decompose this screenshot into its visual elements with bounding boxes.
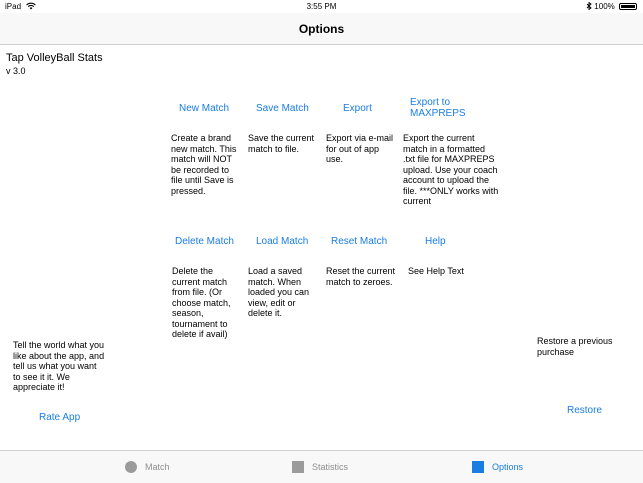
page-title: Options xyxy=(298,22,345,36)
export-maxpreps-button[interactable]: Export to MAXPREPS xyxy=(410,97,466,119)
navigation-bar xyxy=(0,13,643,45)
rate-app-button[interactable]: Rate App xyxy=(39,412,81,423)
tab-statistics-label: Statistics xyxy=(312,462,349,472)
app-name: Tap VolleyBall Stats xyxy=(6,52,103,64)
export-button[interactable]: Export xyxy=(343,103,372,114)
wifi-icon xyxy=(26,2,36,10)
delete-match-button[interactable]: Delete Match xyxy=(175,236,234,247)
app-version: v 3.0 xyxy=(6,66,26,76)
restore-message: Restore a previous purchase xyxy=(537,336,613,357)
tab-options-label: Options xyxy=(492,462,524,472)
reset-match-button[interactable]: Reset Match xyxy=(331,236,388,247)
status-time: 3:55 PM xyxy=(306,2,337,11)
status-bar xyxy=(0,0,643,13)
save-match-button[interactable]: Save Match xyxy=(256,103,309,114)
tab-match[interactable] xyxy=(125,451,170,483)
delete-match-description: Delete the current match from file. (Or choose match, season, tournament to delete if avail) xyxy=(172,266,231,339)
square-icon xyxy=(472,461,484,473)
tab-options[interactable] xyxy=(472,451,523,483)
status-left xyxy=(5,2,36,11)
save-match-description: Save the current match to file. xyxy=(248,133,315,154)
tab-statistics[interactable] xyxy=(292,451,348,483)
status-right xyxy=(586,2,637,11)
battery-percent: 100% xyxy=(594,2,615,11)
new-match-description: Create a brand new match. This match will NOT be recorded to file until Save is pressed. xyxy=(171,133,237,196)
export-maxpreps-description: Export the current match in a formatted .txt file for MAXPREPS upload. Use your coach account to upload the file. ***ONLY works with current xyxy=(403,133,499,206)
help-description: See Help Text xyxy=(408,266,464,276)
restore-button[interactable]: Restore xyxy=(567,405,603,416)
device-name: iPad xyxy=(5,2,22,11)
load-match-description: Load a saved match. When loaded you can view, edit or delete it. xyxy=(248,266,310,318)
circle-icon xyxy=(125,461,137,473)
reset-match-description: Reset the current match to zeroes. xyxy=(326,266,396,287)
battery-icon xyxy=(619,3,637,10)
square-icon xyxy=(292,461,304,473)
rate-message: Tell the world what you like about the app, and tell us what you want to see it it. We appreciate it! xyxy=(13,340,105,392)
tab-bar xyxy=(0,450,643,483)
bluetooth-icon xyxy=(586,2,592,10)
export-description: Export via e-mail for out of app use. xyxy=(326,133,394,164)
help-button[interactable]: Help xyxy=(425,236,446,247)
tab-match-label: Match xyxy=(145,462,170,472)
load-match-button[interactable]: Load Match xyxy=(256,236,309,247)
new-match-button[interactable]: New Match xyxy=(179,103,230,114)
